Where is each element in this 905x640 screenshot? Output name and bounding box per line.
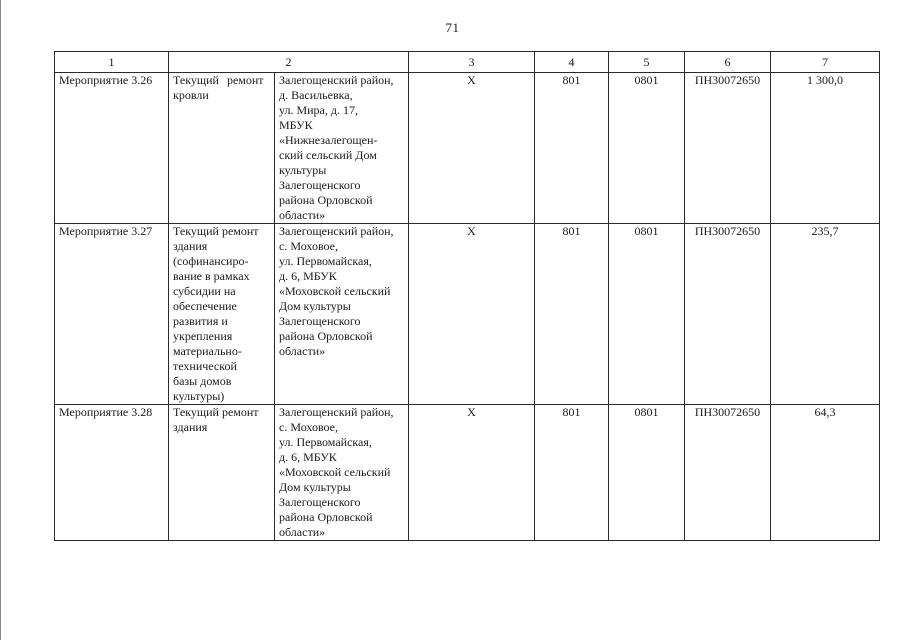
- object-cell: Залегощенский район, с. Моховое, ул. Первомайская, д. 6, МБУК «Моховской сельский Дом культуры Залегощенского района Орловской области»: [275, 224, 409, 405]
- header-col-4: 4: [535, 52, 609, 73]
- work-cell: Текущий ремонт здания: [169, 405, 275, 541]
- col7-cell: 1 300,0: [771, 73, 880, 224]
- event-cell: Мероприятие 3.27: [55, 224, 169, 405]
- col5-cell: 0801: [609, 73, 685, 224]
- table-row: [55, 405, 880, 541]
- budget-table: [54, 51, 880, 541]
- header-col-5: 5: [609, 52, 685, 73]
- col6-cell: ПН30072650: [685, 405, 771, 541]
- col6-cell: ПН30072650: [685, 224, 771, 405]
- col4-cell: 801: [535, 73, 609, 224]
- col3-cell: Х: [409, 73, 535, 224]
- page-number: 71: [445, 20, 460, 35]
- col5-cell: 0801: [609, 224, 685, 405]
- col7-cell: 64,3: [771, 405, 880, 541]
- work-cell: Текущий ремонт кровли: [169, 73, 275, 224]
- col3-cell: Х: [409, 224, 535, 405]
- col7-cell: 235,7: [771, 224, 880, 405]
- event-cell: Мероприятие 3.28: [55, 405, 169, 541]
- col4-cell: 801: [535, 405, 609, 541]
- header-col-3: 3: [409, 52, 535, 73]
- table-row: [55, 224, 880, 405]
- header-col-1: 1: [55, 52, 169, 73]
- col6-cell: ПН30072650: [685, 73, 771, 224]
- col4-cell: 801: [535, 224, 609, 405]
- page-edge-line: [0, 0, 1, 640]
- object-cell: Залегощенский район, д. Васильевка, ул. Мира, д. 17, МБУК «Нижнезалегощен- ский сельский Дом культуры Залегощенского района Орловской области»: [275, 73, 409, 224]
- col5-cell: 0801: [609, 405, 685, 541]
- table-row: [55, 73, 880, 224]
- header-col-6: 6: [685, 52, 771, 73]
- col3-cell: Х: [409, 405, 535, 541]
- event-cell: Мероприятие 3.26: [55, 73, 169, 224]
- object-cell: Залегощенский район, с. Моховое, ул. Первомайская, д. 6, МБУК «Моховской сельский Дом культуры Залегощенского района Орловской области»: [275, 405, 409, 541]
- header-col-7: 7: [771, 52, 880, 73]
- header-row: [55, 52, 880, 73]
- work-cell: Текущий ремонт здания (софинансиро- вание в рамках субсидии на обеспечение развития и укрепления материально- технической базы домов культуры): [169, 224, 275, 405]
- header-col-2: 2: [169, 52, 409, 73]
